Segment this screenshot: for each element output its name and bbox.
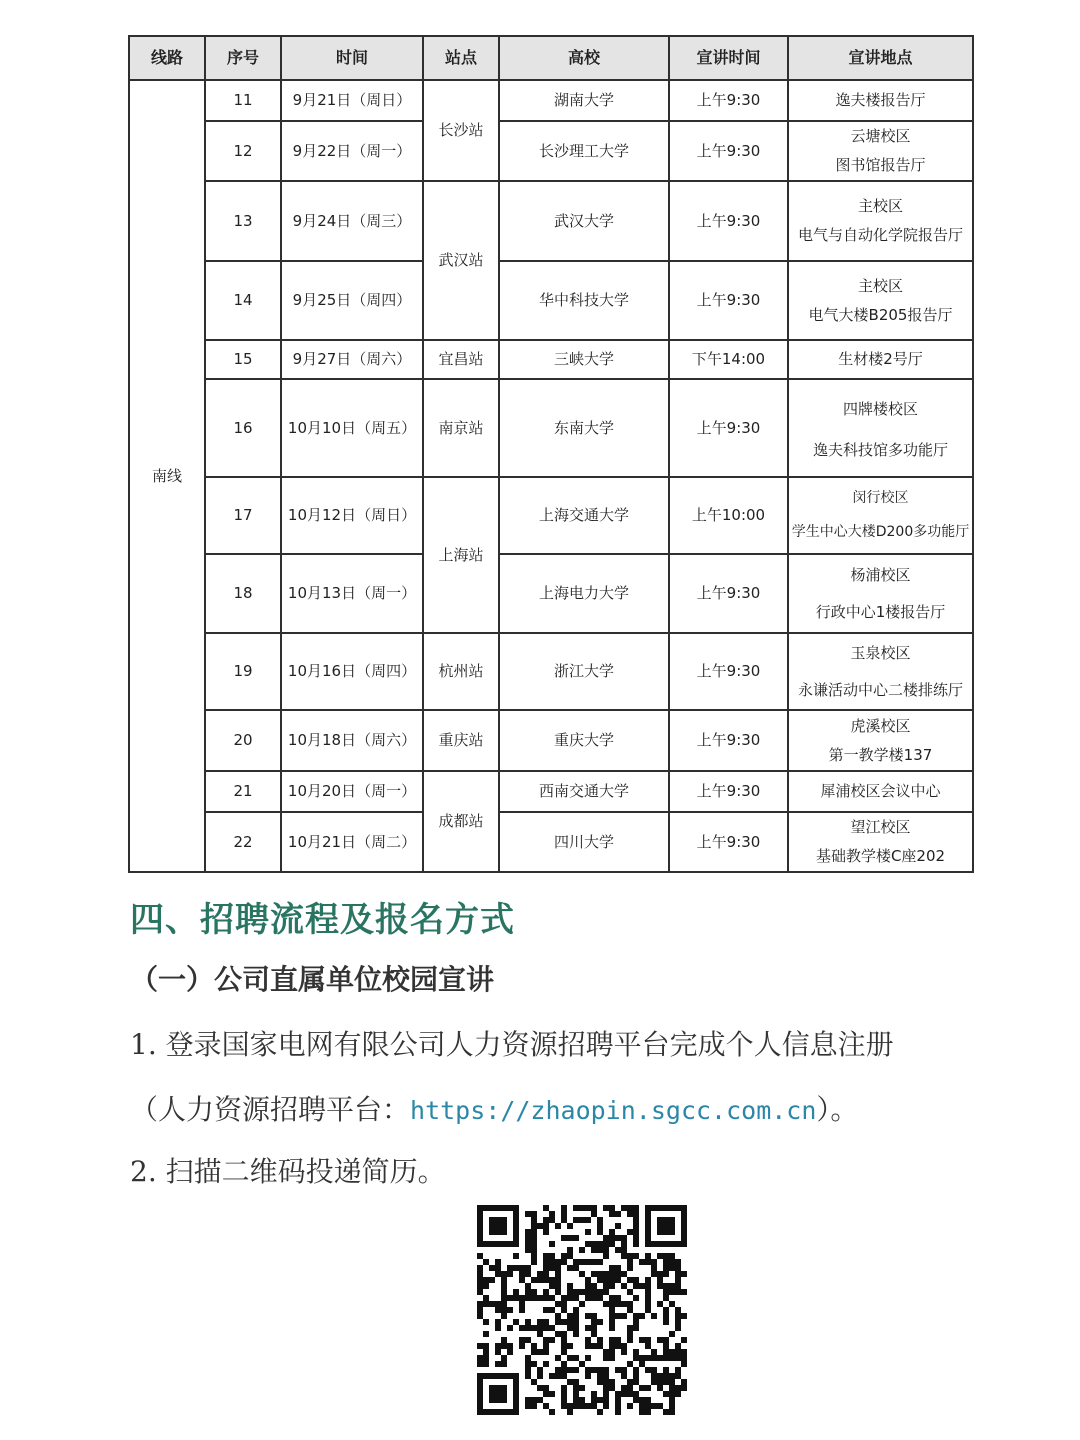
table-row <box>129 340 973 379</box>
column-header: 线路 <box>129 36 205 80</box>
row-number: 17 <box>205 477 281 554</box>
table-row <box>129 80 973 121</box>
row-number: 22 <box>205 812 281 872</box>
talk-time: 上午9:30 <box>669 261 788 340</box>
station-cell: 南京站 <box>423 379 499 477</box>
talk-time: 上午10:00 <box>669 477 788 554</box>
column-header: 序号 <box>205 36 281 80</box>
table-row <box>129 771 973 812</box>
talk-time: 上午9:30 <box>669 121 788 181</box>
talk-time: 上午9:30 <box>669 812 788 872</box>
row-number: 11 <box>205 80 281 121</box>
venue-cell: 闵行校区 学生中心大楼D200多功能厅 <box>788 477 973 554</box>
table-row <box>129 812 973 872</box>
step-1-text: 1. 登录国家电网有限公司人力资源招聘平台完成个人信息注册 <box>130 1028 894 1061</box>
venue-cell: 云塘校区 图书馆报告厅 <box>788 121 973 181</box>
station-cell: 宜昌站 <box>423 340 499 379</box>
table-row <box>129 477 973 554</box>
route-cell: 南线 <box>129 80 205 872</box>
station-cell: 重庆站 <box>423 710 499 771</box>
campus-talk-schedule-table <box>128 35 974 873</box>
talk-time: 上午9:30 <box>669 771 788 812</box>
university-cell: 东南大学 <box>499 379 669 477</box>
talk-date: 9月27日（周六） <box>281 340 423 379</box>
section-title: 四、招聘流程及报名方式 <box>130 900 515 940</box>
venue-cell: 杨浦校区 行政中心1楼报告厅 <box>788 554 973 633</box>
table-row <box>129 554 973 633</box>
university-cell: 上海电力大学 <box>499 554 669 633</box>
talk-date: 9月24日（周三） <box>281 181 423 261</box>
venue-cell: 逸夫楼报告厅 <box>788 80 973 121</box>
row-number: 21 <box>205 771 281 812</box>
venue-cell: 四牌楼校区 逸夫科技馆多功能厅 <box>788 379 973 477</box>
university-cell: 湖南大学 <box>499 80 669 121</box>
section-subtitle: （一）公司直属单位校园宣讲 <box>130 963 495 996</box>
talk-date: 10月20日（周一） <box>281 771 423 812</box>
university-cell: 长沙理工大学 <box>499 121 669 181</box>
talk-date: 9月25日（周四） <box>281 261 423 340</box>
university-cell: 上海交通大学 <box>499 477 669 554</box>
talk-time: 上午9:30 <box>669 80 788 121</box>
talk-time: 上午9:30 <box>669 379 788 477</box>
table-row <box>129 633 973 710</box>
talk-time: 上午9:30 <box>669 633 788 710</box>
venue-cell: 主校区 电气与自动化学院报告厅 <box>788 181 973 261</box>
step-2-text: 2. 扫描二维码投递简历。 <box>130 1155 446 1188</box>
row-number: 12 <box>205 121 281 181</box>
talk-date: 9月22日（周一） <box>281 121 423 181</box>
venue-cell: 望江校区 基础教学楼C座202 <box>788 812 973 872</box>
column-header: 宣讲地点 <box>788 36 973 80</box>
talk-time: 上午9:30 <box>669 710 788 771</box>
talk-time: 上午9:30 <box>669 181 788 261</box>
venue-cell: 犀浦校区会议中心 <box>788 771 973 812</box>
step-1-platform-note <box>130 1088 858 1128</box>
university-cell: 四川大学 <box>499 812 669 872</box>
row-number: 13 <box>205 181 281 261</box>
platform-note-suffix: ）。 <box>816 1093 859 1126</box>
talk-time: 下午14:00 <box>669 340 788 379</box>
table-row <box>129 121 973 181</box>
row-number: 18 <box>205 554 281 633</box>
university-cell: 华中科技大学 <box>499 261 669 340</box>
talk-date: 9月21日（周日） <box>281 80 423 121</box>
table-row <box>129 710 973 771</box>
talk-date: 10月12日（周日） <box>281 477 423 554</box>
university-cell: 武汉大学 <box>499 181 669 261</box>
talk-date: 10月10日（周五） <box>281 379 423 477</box>
row-number: 16 <box>205 379 281 477</box>
university-cell: 浙江大学 <box>499 633 669 710</box>
row-number: 14 <box>205 261 281 340</box>
recruitment-platform-link[interactable]: https://zhaopin.sgcc.com.cn <box>410 1096 817 1125</box>
venue-cell: 生材楼2号厅 <box>788 340 973 379</box>
column-header: 高校 <box>499 36 669 80</box>
row-number: 20 <box>205 710 281 771</box>
row-number: 15 <box>205 340 281 379</box>
column-header: 时间 <box>281 36 423 80</box>
station-cell: 上海站 <box>423 477 499 633</box>
column-header: 站点 <box>423 36 499 80</box>
station-cell: 杭州站 <box>423 633 499 710</box>
table-header-row <box>129 36 973 80</box>
column-header: 宣讲时间 <box>669 36 788 80</box>
talk-date: 10月18日（周六） <box>281 710 423 771</box>
row-number: 19 <box>205 633 281 710</box>
table-row <box>129 181 973 261</box>
table-row <box>129 379 973 477</box>
venue-cell: 玉泉校区 永谦活动中心二楼排练厅 <box>788 633 973 710</box>
platform-note-prefix: （人力资源招聘平台： <box>130 1093 411 1126</box>
talk-date: 10月16日（周四） <box>281 633 423 710</box>
talk-date: 10月13日（周一） <box>281 554 423 633</box>
university-cell: 三峡大学 <box>499 340 669 379</box>
venue-cell: 虎溪校区 第一教学楼137 <box>788 710 973 771</box>
station-cell: 长沙站 <box>423 80 499 181</box>
talk-date: 10月21日（周二） <box>281 812 423 872</box>
talk-time: 上午9:30 <box>669 554 788 633</box>
university-cell: 重庆大学 <box>499 710 669 771</box>
station-cell: 武汉站 <box>423 181 499 340</box>
station-cell: 成都站 <box>423 771 499 872</box>
university-cell: 西南交通大学 <box>499 771 669 812</box>
venue-cell: 主校区 电气大楼B205报告厅 <box>788 261 973 340</box>
qr-code-icon[interactable] <box>477 1205 687 1415</box>
table-row <box>129 261 973 340</box>
